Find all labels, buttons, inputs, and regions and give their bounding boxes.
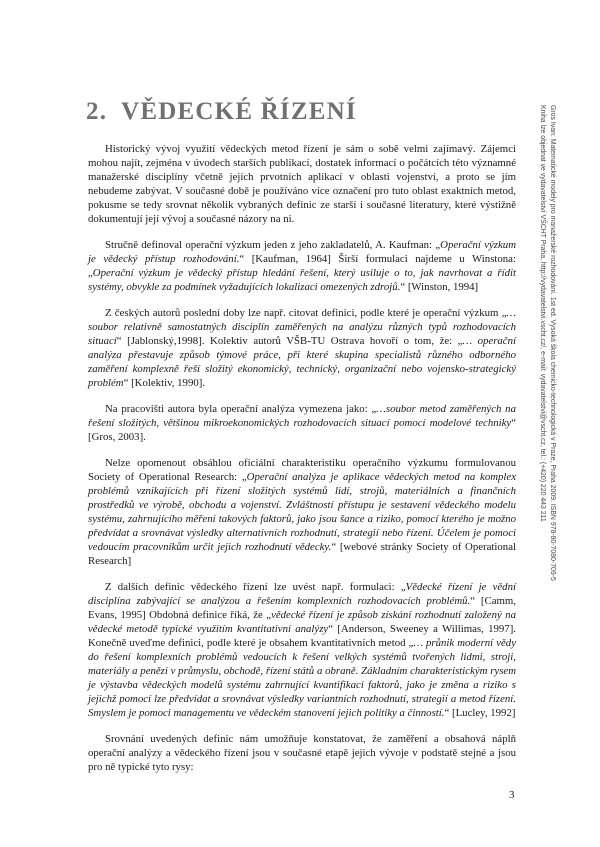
quoted-definition: … operační analýza přestavuje způsob týmové práce, při které skupina specialistů různého odborného zaměření komplexně řeší složitý ekonomický, technický, organizační nebo vojensko-strategický problém xyxy=(88,335,516,389)
paragraph xyxy=(88,402,516,444)
quoted-definition: …soubor metod zaměřených na řešení složitých, většinou mikroekonomických rozhodovacích situací pomocí modelové techniky xyxy=(88,403,516,429)
paragraph xyxy=(88,732,516,774)
paragraph xyxy=(88,580,516,720)
text-run: Historický vývoj využití vědeckých metod řízení je sám o sobě velmi zajímavý. Zájemci mohou najít, zejména v úvodech starších publikací, dostatek informací o počátcích této významné manažerské disciplíny včetně jejích prvotních aplikací v oblasti vojenství, a proto se jím nebudeme zabývat. V současné době je používáno více označení pro tuto oblast exaktních metod, pokusme se tedy srovnat několik vybraných definic ze starší i současné literatury, které výstižně dokumentují její vývoj a současné názory na ni. xyxy=(88,143,516,225)
paragraph xyxy=(88,306,516,390)
quoted-definition: vědecké řízení je způsob získání rozhodnutí založený na vědecké metodě typické využitím kvantitativní analýzy xyxy=(88,609,516,635)
quoted-definition: … průnik moderní vědy do řešení komplexních problémů vedoucích k řešení velkých systémů tvořených lidmi, stroji, materiály a penězi v průmyslu, obchodě, řízení států a obraně. Základním charakteristickým rysem je výstavba vědeckých modelů systému zahrnující kvantifikaci faktorů, jako je změna a riziko s jejichž pomocí lze předvídat a srovnávat výsledky variantních rozhodnutí, strategií a metod řízení. Smyslem je pomoci managementu ve vědeckém stanovení jejich politiky a činností. xyxy=(88,637,516,719)
text-run: “ [Camm, Evans, 1995] Obdobná definice říká, že „ xyxy=(88,595,516,621)
quoted-definition: …soubor relativně samostatných disciplín zaměřených na analýzu různých typů rozhodovacích situací xyxy=(88,307,516,347)
quoted-definition: Operační výzkum je vědecký přístup hledání řešení, který usiluje o to, jak navrhovat a řídit systémy, obvykle za podmínek vyžadujících lokalizaci omezených zdrojů. xyxy=(88,267,516,293)
quoted-definition: Operační analýza je aplikace vědeckých metod na komplex problémů vznikajících při řízení složitých systémů lidí, strojů, materiálních a finančních prostředků ve výrobě, obchodu a vojenství. Zvláštností přístupu je sestavení vědeckého modelu systému, zahrnujícího měření takových faktorů, jako jsou šance a riziko, pomocí kterého je možno předvídat a srovnávat výsledky alternativních rozhodnutí, strategií nebo řízení. Účelem je pomoci vedoucím pracovníkům určit jejich rozhodnutí vědecky. xyxy=(88,471,516,553)
side-note-line-1: Gros Ivan: Matematické modely pro manažerské rozhodování. 1st ed. Vysoká škola chemicko-technologická v Praze, Praha 2009. ISBN 978-80-7080-709-5 xyxy=(549,105,556,581)
text-run: Z českých autorů poslední doby lze např. citovat definici, podle které je operační výzkum „ xyxy=(105,307,507,319)
chapter-number: 2. xyxy=(86,98,108,125)
side-note-line-2: Kniha lze objednat ve vydavatelství VŠCHT Praha, http://vydavatelstvi.vscht.cz/, e-mail: vydavatelstvi@vscht.cz, tel.: (+420) 220 443 211 xyxy=(539,105,546,522)
text-run: Stručně definoval operační výzkum jeden z jeho zakladatelů, A. Kaufman: „ xyxy=(105,239,441,251)
side-copyright-note xyxy=(527,105,557,625)
text-run: Nelze opomenout obsáhlou oficiální charakteristiku operačního výzkumu formulovanou Society of Operational Research: „ xyxy=(88,457,516,483)
paragraph xyxy=(88,142,516,226)
quoted-definition: Vědecké řízení je vědní disciplína zabývající se analýzou a řešením komplexních rozhodovacích problémů. xyxy=(88,581,516,607)
text-run: Na pracovišti autora byla operační analýza vymezena jako: „ xyxy=(105,403,377,415)
text-run: “ [Lucley, 1992] xyxy=(444,707,516,719)
text-run: “ [Kaufman, 1964] Širší formulaci najdeme u Winstona: „ xyxy=(88,253,516,279)
text-run: Z dalších definic vědeckého řízení lze uvést např. formulaci: „ xyxy=(105,581,406,593)
text-run: “ [Jablonský,1998]. Kolektiv autorů VŠB-TU Ostrava hovoří o tom, že: „ xyxy=(116,335,463,347)
text-run: “ [Winston, 1994] xyxy=(400,281,479,293)
text-run: Srovnání uvedených definic nám umožňuje konstatovat, že zaměření a obsahová náplň operační analýzy a vědeckého řízení jsou v současné etapě jejich vývoje v podstatě stejné a jsou pro ně typické tyto rysy: xyxy=(88,733,516,773)
quoted-definition: Operační výzkum je vědecký přístup rozhodování. xyxy=(88,239,516,265)
paragraph xyxy=(88,456,516,568)
text-run: “ [Gros, 2003]. xyxy=(88,417,516,443)
text-run: “ [Kolektiv, 1990]. xyxy=(123,377,206,389)
chapter-heading xyxy=(86,98,357,126)
text-run: “ [Anderson, Sweeney a Willimas, 1997]. Konečně uveďme definici, podle které je obsahem kvantitativních metod „ xyxy=(88,623,517,649)
chapter-title-text: VĚDECKÉ ŘÍZENÍ xyxy=(121,98,357,125)
body-text xyxy=(88,142,516,786)
page-number: 3 xyxy=(509,789,515,801)
text-run: “ [webové stránky Society of Operational Research] xyxy=(88,541,516,567)
paragraph xyxy=(88,238,516,294)
